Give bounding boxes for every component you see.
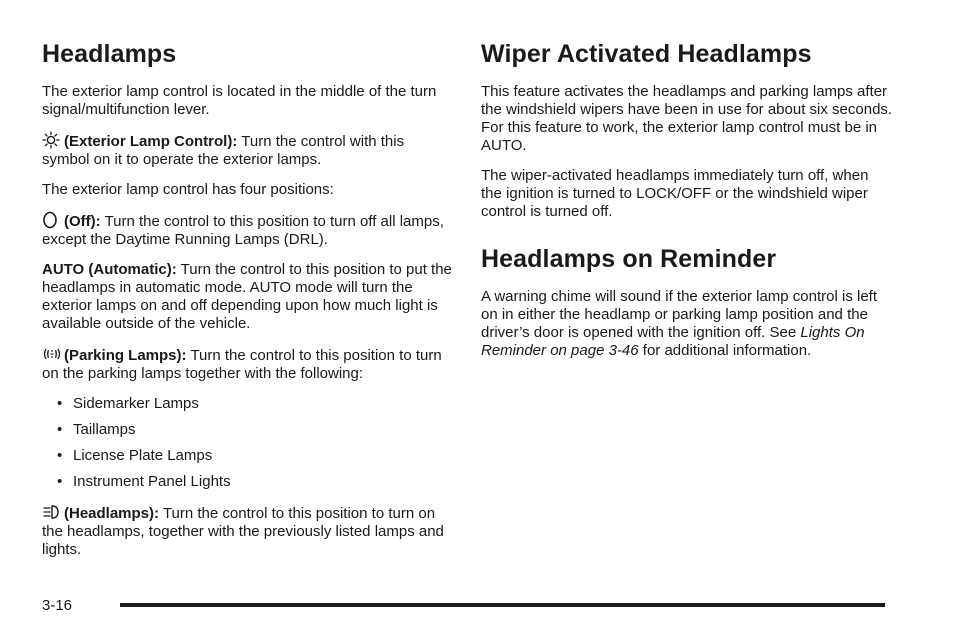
footer-rule — [120, 603, 885, 607]
list-item: • License Plate Lamps — [57, 447, 213, 464]
off-paragraph — [42, 211, 454, 249]
off-term: (Off): — [64, 213, 101, 230]
auto-paragraph — [42, 261, 454, 333]
exterior-lamp-term: (Exterior Lamp Control): — [64, 133, 238, 150]
auto-term: AUTO (Automatic): — [42, 261, 177, 278]
auto-text: Turn the control to this position to put the headlamps in automatic mode. AUTO mode will turn the exterior lamps on and off depending upon how much light is available outside of the vehicle. — [42, 261, 452, 332]
list-item: • Sidemarker Lamps — [57, 395, 199, 412]
exterior-lamp-paragraph — [42, 131, 454, 169]
intro-paragraph: The exterior lamp control is located in the middle of the turn signal/multifunction lever. — [42, 83, 437, 118]
right-column — [481, 40, 893, 372]
positions-intro: The exterior lamp control has four positions: — [42, 181, 334, 198]
reminder-paragraph — [481, 288, 893, 360]
off-icon — [42, 211, 60, 229]
wiper-paragraph-2: The wiper-activated headlamps immediately turn off, when the ignition is turned to LOCK/OFF or the windshield wiper control is turned off. — [481, 167, 869, 220]
exterior-lamp-icon — [42, 131, 60, 149]
page-number: 3-16 — [42, 597, 73, 614]
list-item: • Taillamps — [57, 421, 136, 438]
headlamps-paragraph — [42, 503, 454, 559]
wiper-headlamps-heading: Wiper Activated Headlamps — [481, 40, 812, 68]
headlamp-icon — [42, 503, 60, 521]
parking-term: (Parking Lamps): — [64, 347, 187, 364]
headlamps-heading: Headlamps — [42, 40, 177, 68]
parking-lamps-list — [42, 395, 454, 491]
reminder-heading: Headlamps on Reminder — [481, 245, 777, 273]
headlamps-text: Turn the control to this position to turn on the headlamps, together with the previously listed lamps and lights. — [42, 505, 444, 558]
reminder-tail: for additional information. — [642, 342, 812, 359]
headlamps-term: (Headlamps): — [64, 505, 160, 522]
left-column — [42, 40, 454, 571]
list-item: • Instrument Panel Lights — [57, 473, 231, 490]
reminder-text: A warning chime will sound if the exterior lamp control is left on in either the headlamp or parking lamp position and the driver’s door is opened with the ignition off. See — [481, 288, 878, 341]
parking-text: Turn the control to this position to turn on the parking lamps together with the following: — [42, 347, 442, 382]
parking-paragraph — [42, 345, 454, 383]
parking-lamps-icon — [42, 345, 60, 363]
off-text: Turn the control to this position to turn off all lamps, except the Daytime Running Lamps (DRL). — [42, 213, 444, 248]
wiper-paragraph-1: This feature activates the headlamps and parking lamps after the windshield wipers have been in use for about six seconds. For this feature to work, the exterior lamp control must be in AUTO. — [481, 83, 893, 154]
lights-on-reminder-link[interactable]: Lights On Reminder on page 3-46 — [481, 324, 865, 359]
exterior-lamp-text: Turn the control with this symbol on it to operate the exterior lamps. — [42, 133, 405, 168]
